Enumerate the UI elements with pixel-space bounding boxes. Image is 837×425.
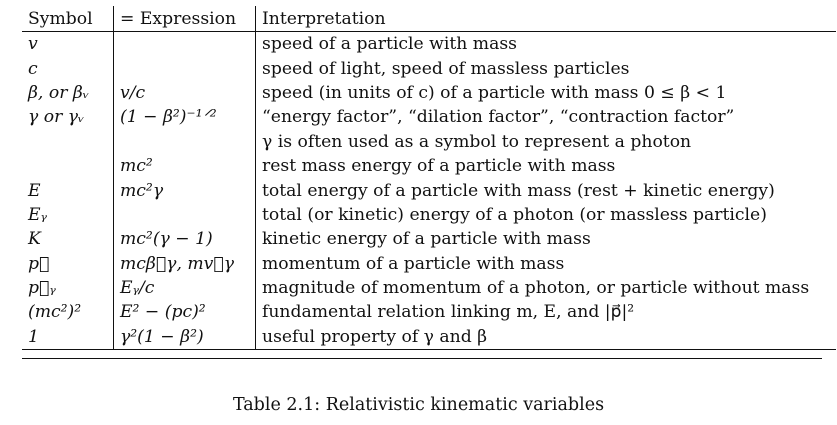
table-header-row — [22, 6, 836, 32]
table-bottom-rule — [22, 358, 822, 359]
expression-cell — [114, 56, 256, 80]
symbol-cell: (mc²)² — [22, 300, 114, 324]
interpretation-cell: magnitude of momentum of a photon, or particle without mass — [262, 278, 810, 299]
expression-cell: mc² — [114, 154, 256, 178]
expression-cell: mc²(γ − 1) — [114, 227, 256, 251]
interpretation-cell: speed (in units of c) of a particle with mass 0 ≤ β < 1 — [262, 82, 727, 103]
expression-cell: γ²(1 − β²) — [114, 325, 256, 350]
interpretation-cell: γ is often used as a symbol to represent a photon — [262, 131, 692, 152]
header-expression: = Expression — [114, 6, 256, 32]
interpretation-cell: fundamental relation linking m, E, and |p⃗|² — [262, 302, 635, 323]
symbol-cell: v — [22, 32, 114, 57]
symbol-cell: 1 — [22, 325, 114, 350]
expression-cell — [114, 32, 256, 57]
symbol-cell — [22, 154, 114, 178]
expression-cell — [114, 203, 256, 227]
table-row — [22, 300, 836, 324]
symbol-cell: c — [22, 56, 114, 80]
interpretation-cell: useful property of γ and β — [256, 325, 837, 350]
header-interpretation: Interpretation — [256, 6, 837, 32]
expression-cell: mc²γ — [114, 178, 256, 202]
table-row — [22, 252, 836, 276]
interpretation-cell: kinetic energy of a particle with mass — [262, 229, 591, 250]
symbol-cell — [22, 130, 114, 154]
expression-cell: mcβ⃗γ, mv⃗γ — [114, 252, 256, 276]
symbol-cell: γ or γᵥ — [22, 105, 114, 129]
table-row — [22, 325, 836, 350]
table-row — [22, 227, 836, 251]
expression-cell — [114, 130, 256, 154]
symbol-cell: p⃗ — [22, 252, 114, 276]
table-caption: Table 2.1: Relativistic kinematic variables — [232, 395, 605, 415]
expression-cell: v/c — [114, 81, 256, 105]
table-row — [22, 130, 836, 154]
symbol-cell: Eᵧ — [22, 203, 114, 227]
symbol-cell: K — [22, 227, 114, 251]
table-row — [22, 154, 836, 178]
symbol-cell: β, or βᵥ — [22, 81, 114, 105]
interpretation-cell: rest mass energy of a particle with mass — [262, 156, 616, 177]
interpretation-cell: speed of a particle with mass — [262, 34, 517, 55]
table-row — [22, 203, 836, 227]
expression-cell: E² − (pc)² — [114, 300, 256, 324]
symbol-cell: E — [22, 178, 114, 202]
table-row — [22, 276, 836, 300]
table-row — [22, 178, 836, 202]
interpretation-cell: “energy factor”, “dilation factor”, “contraction factor” — [262, 107, 735, 128]
table-row — [22, 105, 836, 129]
table-row — [22, 32, 836, 57]
expression-cell: (1 − β²)⁻¹ᐟ² — [114, 105, 256, 129]
symbol-cell: p⃗ᵧ — [22, 276, 114, 300]
interpretation-cell: speed of light, speed of massless particles — [262, 58, 630, 79]
expression-cell: Eᵧ/c — [114, 276, 256, 300]
interpretation-cell: total (or kinetic) energy of a photon (or massless particle) — [262, 204, 767, 225]
kinematics-table — [22, 6, 836, 350]
interpretation-cell: total energy of a particle with mass (rest + kinetic energy) — [262, 180, 775, 201]
interpretation-cell: momentum of a particle with mass — [262, 253, 565, 274]
table-row — [22, 81, 836, 105]
header-symbol: Symbol — [22, 6, 114, 32]
table-row — [22, 56, 836, 80]
